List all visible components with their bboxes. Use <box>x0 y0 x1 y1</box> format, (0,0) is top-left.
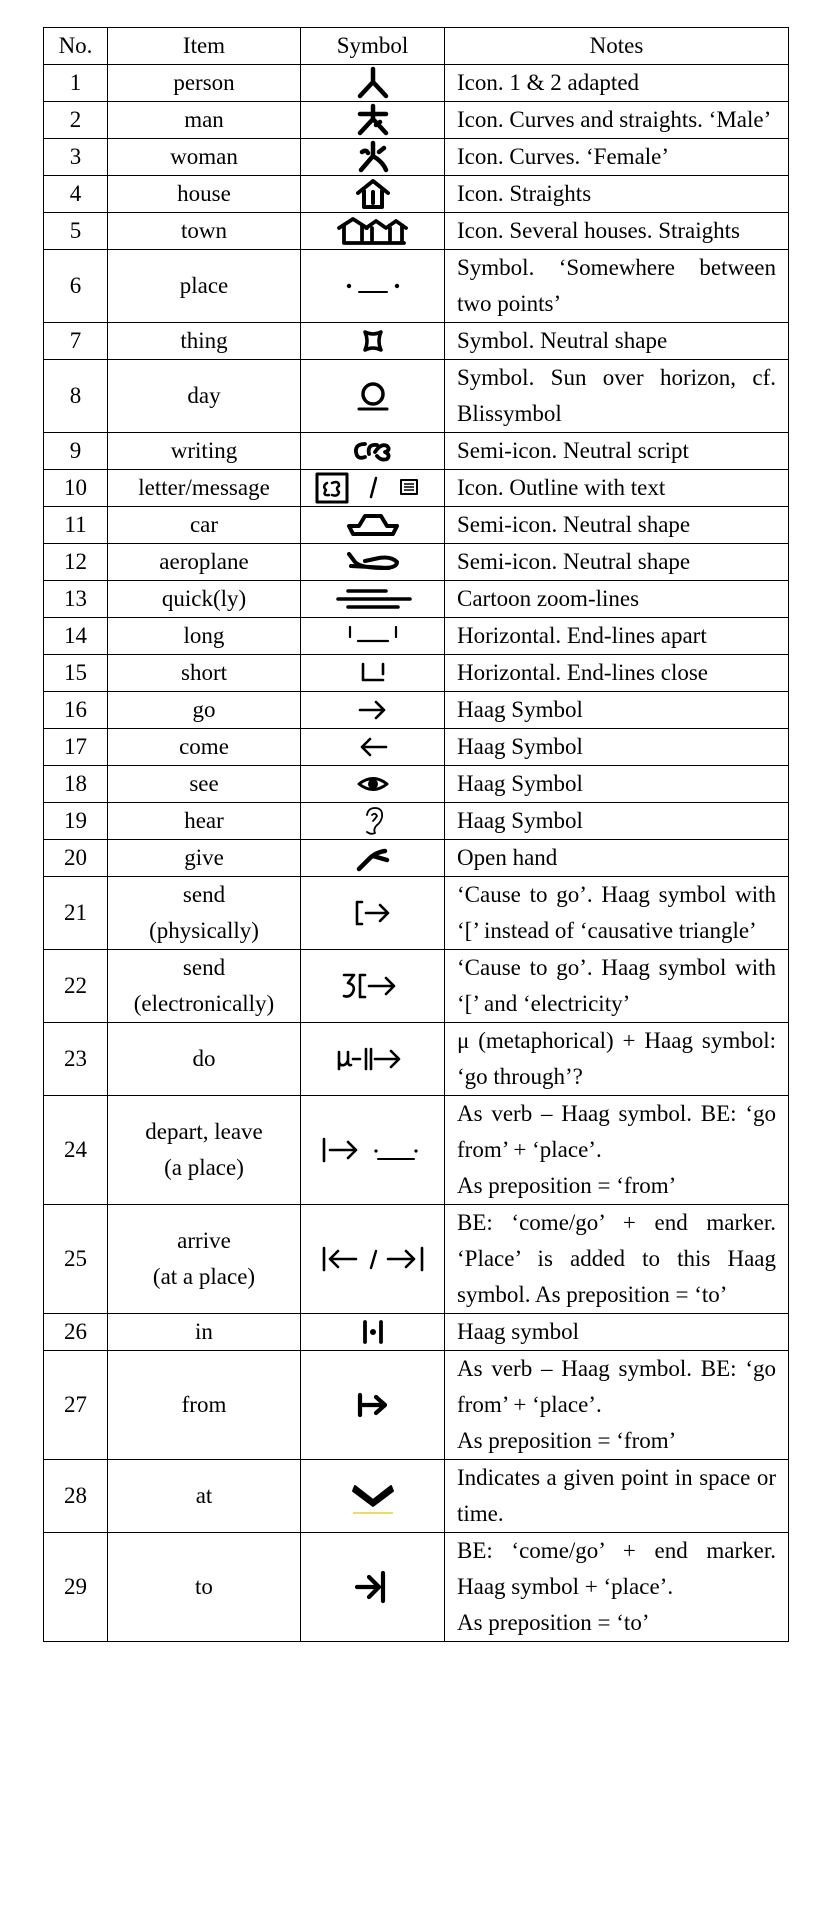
come-symbol <box>301 729 445 766</box>
to-symbol <box>301 1533 445 1642</box>
town-symbol <box>301 213 445 250</box>
cell-no: 26 <box>44 1314 108 1351</box>
cell-item <box>108 323 301 360</box>
cell-notes <box>445 213 789 250</box>
item-line: at <box>195 1483 213 1508</box>
arrive-symbol <box>301 1205 445 1314</box>
quick-symbol <box>301 581 445 618</box>
cell-item <box>108 1205 301 1314</box>
notes-line: Icon. 1 & 2 adapted <box>457 70 640 95</box>
notes-line: Icon. Straights <box>457 181 592 206</box>
long-symbol <box>301 618 445 655</box>
table-row <box>44 803 789 840</box>
cell-notes <box>445 803 789 840</box>
notes-line: As preposition = ‘to’ <box>457 1610 650 1635</box>
notes-line: Icon. Curves and straights. ‘Male’ <box>457 107 772 132</box>
cell-notes <box>445 470 789 507</box>
table-row <box>44 470 789 507</box>
item-line: go <box>192 697 216 722</box>
item-line: (a place) <box>164 1155 244 1180</box>
cell-no: 15 <box>44 655 108 692</box>
notes-line: Haag Symbol <box>457 734 583 759</box>
table-row <box>44 766 789 803</box>
at-symbol <box>301 1460 445 1533</box>
item-line: quick(ly) <box>161 586 247 611</box>
notes-line: Haag Symbol <box>457 697 583 722</box>
item-line: send <box>182 955 226 980</box>
writing-symbol <box>301 433 445 470</box>
notes-line: As preposition = ‘from’ <box>457 1428 677 1453</box>
cell-notes <box>445 1205 789 1314</box>
cell-notes <box>445 840 789 877</box>
header-row <box>44 28 789 65</box>
cell-notes <box>445 1023 789 1096</box>
notes-line: Semi-icon. Neutral shape <box>457 512 691 537</box>
cell-notes <box>445 102 789 139</box>
cell-item <box>108 250 301 323</box>
item-line: to <box>195 1574 213 1599</box>
table-row <box>44 877 789 950</box>
cell-item <box>108 544 301 581</box>
notes-line: Horizontal. End-lines close <box>457 660 709 685</box>
item-line: aeroplane <box>159 549 249 574</box>
item-line: car <box>189 512 219 537</box>
person-symbol <box>301 65 445 102</box>
cell-item <box>108 102 301 139</box>
notes-line: BE: ‘come/go’ + end marker. Haag symbol + ‘place’. <box>457 1538 776 1599</box>
cell-notes <box>445 729 789 766</box>
table-row <box>44 213 789 250</box>
in-symbol <box>301 1314 445 1351</box>
send-electronically-symbol <box>301 950 445 1023</box>
day-symbol <box>301 360 445 433</box>
cell-notes <box>445 655 789 692</box>
cell-item <box>108 213 301 250</box>
cell-no: 8 <box>44 360 108 433</box>
cell-no: 2 <box>44 102 108 139</box>
cell-notes <box>445 65 789 102</box>
cell-item <box>108 618 301 655</box>
cell-item <box>108 729 301 766</box>
cell-notes <box>445 766 789 803</box>
cell-no: 28 <box>44 1460 108 1533</box>
item-line: letter/message <box>138 475 270 500</box>
cell-item <box>108 581 301 618</box>
notes-line: As preposition = ‘from’ <box>457 1173 677 1198</box>
item-line: come <box>179 734 229 759</box>
table-row <box>44 581 789 618</box>
notes-line: ‘Cause to go’. Haag symbol with ‘[’ and ‘electricity’ <box>457 955 776 1016</box>
header-item: Item <box>108 28 301 65</box>
cell-item <box>108 692 301 729</box>
cell-item <box>108 470 301 507</box>
cell-no: 10 <box>44 470 108 507</box>
notes-line: Haag Symbol <box>457 808 583 833</box>
notes-line: Icon. Curves. ‘Female’ <box>457 144 670 169</box>
table-row <box>44 655 789 692</box>
notes-line: Open hand <box>457 845 558 870</box>
cell-no: 29 <box>44 1533 108 1642</box>
item-line: see <box>189 771 219 796</box>
cell-no: 27 <box>44 1351 108 1460</box>
symbol-table-container <box>43 27 788 1642</box>
cell-notes <box>445 1096 789 1205</box>
table-row <box>44 692 789 729</box>
cell-item <box>108 433 301 470</box>
cell-notes <box>445 176 789 213</box>
header-symbol: Symbol <box>301 28 445 65</box>
cell-no: 19 <box>44 803 108 840</box>
cell-no: 12 <box>44 544 108 581</box>
hear-symbol <box>301 803 445 840</box>
cell-no: 4 <box>44 176 108 213</box>
do-symbol <box>301 1023 445 1096</box>
cell-notes <box>445 581 789 618</box>
cell-item <box>108 1460 301 1533</box>
cell-notes <box>445 1460 789 1533</box>
send-physically-symbol <box>301 877 445 950</box>
cell-notes <box>445 250 789 323</box>
cell-notes <box>445 139 789 176</box>
table-row <box>44 139 789 176</box>
item-line: town <box>181 218 227 243</box>
cell-notes <box>445 544 789 581</box>
cell-item <box>108 1351 301 1460</box>
notes-line: As verb – Haag symbol. BE: ‘go from’ + ‘place’. <box>457 1101 776 1162</box>
table-row <box>44 433 789 470</box>
cell-no: 21 <box>44 877 108 950</box>
table-row <box>44 618 789 655</box>
short-symbol <box>301 655 445 692</box>
symbol-table <box>43 27 789 1642</box>
cell-item <box>108 877 301 950</box>
notes-line: Symbol. ‘Somewhere between two points’ <box>457 255 776 316</box>
notes-line: BE: ‘come/go’ + end marker. ‘Place’ is added to this Haag symbol. As preposition = ‘to’ <box>457 1210 776 1307</box>
thing-symbol <box>301 323 445 360</box>
table-row <box>44 729 789 766</box>
table-row <box>44 1460 789 1533</box>
cell-notes <box>445 433 789 470</box>
see-symbol <box>301 766 445 803</box>
cell-item <box>108 139 301 176</box>
notes-line: As verb – Haag symbol. BE: ‘go from’ + ‘place’. <box>457 1356 776 1417</box>
item-line: do <box>192 1046 216 1071</box>
cell-item <box>108 803 301 840</box>
notes-line: μ (metaphorical) + Haag symbol: ‘go through’? <box>457 1028 776 1089</box>
cell-item <box>108 655 301 692</box>
cell-no: 6 <box>44 250 108 323</box>
cell-item <box>108 1023 301 1096</box>
cell-item <box>108 1533 301 1642</box>
table-row <box>44 544 789 581</box>
table-row <box>44 1533 789 1642</box>
item-line: depart, leave <box>145 1119 263 1144</box>
depart-symbol <box>301 1096 445 1205</box>
go-symbol <box>301 692 445 729</box>
cell-no: 24 <box>44 1096 108 1205</box>
notes-line: Symbol. Sun over horizon, cf. Blissymbol <box>457 365 776 426</box>
cell-notes <box>445 1314 789 1351</box>
notes-line: Indicates a given point in space or time. <box>457 1465 776 1526</box>
table-row <box>44 360 789 433</box>
table-row <box>44 176 789 213</box>
header-notes: Notes <box>445 28 789 65</box>
from-symbol <box>301 1351 445 1460</box>
cell-no: 20 <box>44 840 108 877</box>
item-line: house <box>177 181 231 206</box>
item-line: place <box>179 273 229 298</box>
table-row <box>44 507 789 544</box>
table-row <box>44 102 789 139</box>
cell-item <box>108 65 301 102</box>
header-no: No. <box>44 28 108 65</box>
cell-item <box>108 176 301 213</box>
table-body <box>44 65 789 1642</box>
cell-notes <box>445 877 789 950</box>
cell-notes <box>445 323 789 360</box>
notes-line: Symbol. Neutral shape <box>457 328 668 353</box>
give-symbol <box>301 840 445 877</box>
cell-notes <box>445 360 789 433</box>
cell-no: 7 <box>44 323 108 360</box>
cell-item <box>108 766 301 803</box>
item-line: (physically) <box>149 918 259 943</box>
notes-line: Icon. Several houses. Straights <box>457 218 740 243</box>
table-row <box>44 1314 789 1351</box>
man-symbol <box>301 102 445 139</box>
notes-line: Cartoon zoom-lines <box>457 586 640 611</box>
cell-no: 3 <box>44 139 108 176</box>
cell-notes <box>445 1533 789 1642</box>
item-line: man <box>184 107 224 132</box>
cell-notes <box>445 1351 789 1460</box>
item-line: person <box>173 70 235 95</box>
cell-item <box>108 360 301 433</box>
cell-no: 17 <box>44 729 108 766</box>
table-row <box>44 840 789 877</box>
cell-item <box>108 950 301 1023</box>
notes-line: Icon. Outline with text <box>457 475 666 500</box>
table-row <box>44 323 789 360</box>
item-line: (at a place) <box>152 1264 256 1289</box>
table-row <box>44 250 789 323</box>
notes-line: Semi-icon. Neutral script <box>457 438 689 463</box>
cell-notes <box>445 950 789 1023</box>
car-symbol <box>301 507 445 544</box>
table-row <box>44 950 789 1023</box>
table-row <box>44 1205 789 1314</box>
cell-item <box>108 840 301 877</box>
cell-no: 23 <box>44 1023 108 1096</box>
notes-line: Haag symbol <box>457 1319 580 1344</box>
cell-no: 11 <box>44 507 108 544</box>
item-line: (electronically) <box>133 991 275 1016</box>
cell-no: 5 <box>44 213 108 250</box>
item-line: writing <box>170 438 238 463</box>
item-line: in <box>195 1319 213 1344</box>
house-symbol <box>301 176 445 213</box>
notes-line: Semi-icon. Neutral shape <box>457 549 691 574</box>
cell-item <box>108 507 301 544</box>
cell-item <box>108 1314 301 1351</box>
item-line: hear <box>184 808 224 833</box>
item-line: give <box>184 845 224 870</box>
table-row <box>44 1023 789 1096</box>
aeroplane-symbol <box>301 544 445 581</box>
notes-line: Horizontal. End-lines apart <box>457 623 707 648</box>
table-row <box>44 65 789 102</box>
cell-no: 1 <box>44 65 108 102</box>
table-row <box>44 1351 789 1460</box>
item-line: from <box>181 1392 227 1417</box>
place-symbol <box>301 250 445 323</box>
cell-no: 22 <box>44 950 108 1023</box>
cell-no: 13 <box>44 581 108 618</box>
item-line: long <box>183 623 225 648</box>
cell-no: 9 <box>44 433 108 470</box>
item-line: woman <box>170 144 238 169</box>
item-line: send <box>182 882 226 907</box>
cell-no: 16 <box>44 692 108 729</box>
item-line: thing <box>180 328 228 353</box>
item-line: day <box>187 383 221 408</box>
cell-no: 25 <box>44 1205 108 1314</box>
cell-no: 18 <box>44 766 108 803</box>
table-row <box>44 1096 789 1205</box>
letter-symbol <box>301 470 445 507</box>
cell-item <box>108 1096 301 1205</box>
notes-line: Haag Symbol <box>457 771 583 796</box>
item-line: short <box>181 660 227 685</box>
cell-notes <box>445 692 789 729</box>
notes-line: ‘Cause to go’. Haag symbol with ‘[’ instead of ‘causative triangle’ <box>457 882 776 943</box>
woman-symbol <box>301 139 445 176</box>
cell-notes <box>445 618 789 655</box>
cell-no: 14 <box>44 618 108 655</box>
cell-notes <box>445 507 789 544</box>
item-line: arrive <box>177 1228 231 1253</box>
